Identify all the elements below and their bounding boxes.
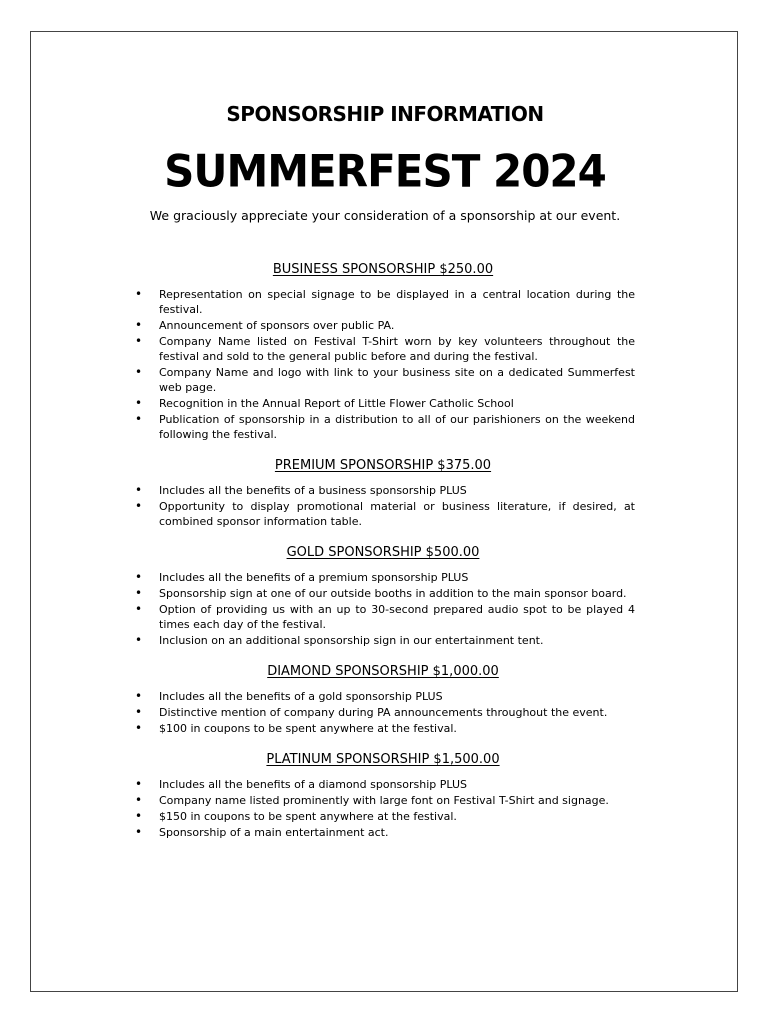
benefit-item: • Includes all the benefits of a premium sponsorship PLUS: [131, 570, 635, 585]
benefit-list: [131, 287, 635, 442]
benefit-item: • Opportunity to display promotional material or business literature, if desired, at combined sponsor information table.: [131, 499, 635, 529]
tier-heading: [131, 450, 635, 473]
benefit-item: • Distinctive mention of company during PA announcements throughout the event.: [131, 705, 635, 720]
benefit-item: • $100 in coupons to be spent anywhere at the festival.: [131, 721, 635, 736]
tier-gold: [131, 537, 635, 648]
benefit-item: • Includes all the benefits of a gold sponsorship PLUS: [131, 689, 635, 704]
tier-platinum: [131, 744, 635, 840]
benefit-list: [131, 483, 635, 529]
tier-heading-text: BUSINESS SPONSORSHIP $250.00: [272, 262, 494, 277]
benefit-item: • Representation on special signage to be displayed in a central location during the festival.: [131, 287, 635, 317]
benefit-item: • Company name listed prominently with large font on Festival T-Shirt and signage.: [131, 793, 635, 808]
tier-premium: [131, 450, 635, 529]
benefit-item: • Company Name and logo with link to your business site on a dedicated Summerfest web page.: [131, 365, 635, 395]
intro-text: We graciously appreciate your consideration of a sponsorship at our event.: [149, 208, 621, 223]
benefit-list: [131, 777, 635, 840]
tier-business: [131, 254, 635, 442]
tier-heading: [131, 744, 635, 767]
benefit-item: • Announcement of sponsors over public PA.: [131, 318, 635, 333]
benefit-item: • $150 in coupons to be spent anywhere at the festival.: [131, 809, 635, 824]
benefit-item: • Publication of sponsorship in a distribution to all of our parishioners on the weekend following the festival.: [131, 412, 635, 442]
tier-heading-text: PREMIUM SPONSORSHIP $375.00: [274, 458, 492, 473]
benefit-list: [131, 689, 635, 736]
tier-heading: [131, 537, 635, 560]
benefit-item: • Includes all the benefits of a business sponsorship PLUS: [131, 483, 635, 498]
benefit-item: • Company Name listed on Festival T-Shirt worn by key volunteers throughout the festival and sold to the general public before and during the festival.: [131, 334, 635, 364]
sponsorship-tiers: [131, 254, 635, 848]
tier-heading-text: DIAMOND SPONSORSHIP $1,000.00: [267, 664, 499, 679]
benefit-item: • Includes all the benefits of a diamond sponsorship PLUS: [131, 777, 635, 792]
benefit-item: • Recognition in the Annual Report of Little Flower Catholic School: [131, 396, 635, 411]
document-page: [30, 31, 738, 992]
benefit-item: • Inclusion on an additional sponsorship sign in our entertainment tent.: [131, 633, 635, 648]
tier-heading-text: PLATINUM SPONSORSHIP $1,500.00: [266, 752, 500, 767]
event-title: SUMMERFEST 2024: [164, 145, 606, 198]
benefit-item: • Sponsorship sign at one of our outside booths in addition to the main sponsor board.: [131, 586, 635, 601]
document-title: SPONSORSHIP INFORMATION: [226, 102, 544, 126]
tier-heading: [131, 254, 635, 277]
tier-heading: [131, 656, 635, 679]
tier-diamond: [131, 656, 635, 736]
benefit-list: [131, 570, 635, 648]
benefit-item: • Sponsorship of a main entertainment act.: [131, 825, 635, 840]
tier-heading-text: GOLD SPONSORSHIP $500.00: [286, 545, 480, 560]
benefit-item: • Option of providing us with an up to 30-second prepared audio spot to be played 4 times each day of the festival.: [131, 602, 635, 632]
